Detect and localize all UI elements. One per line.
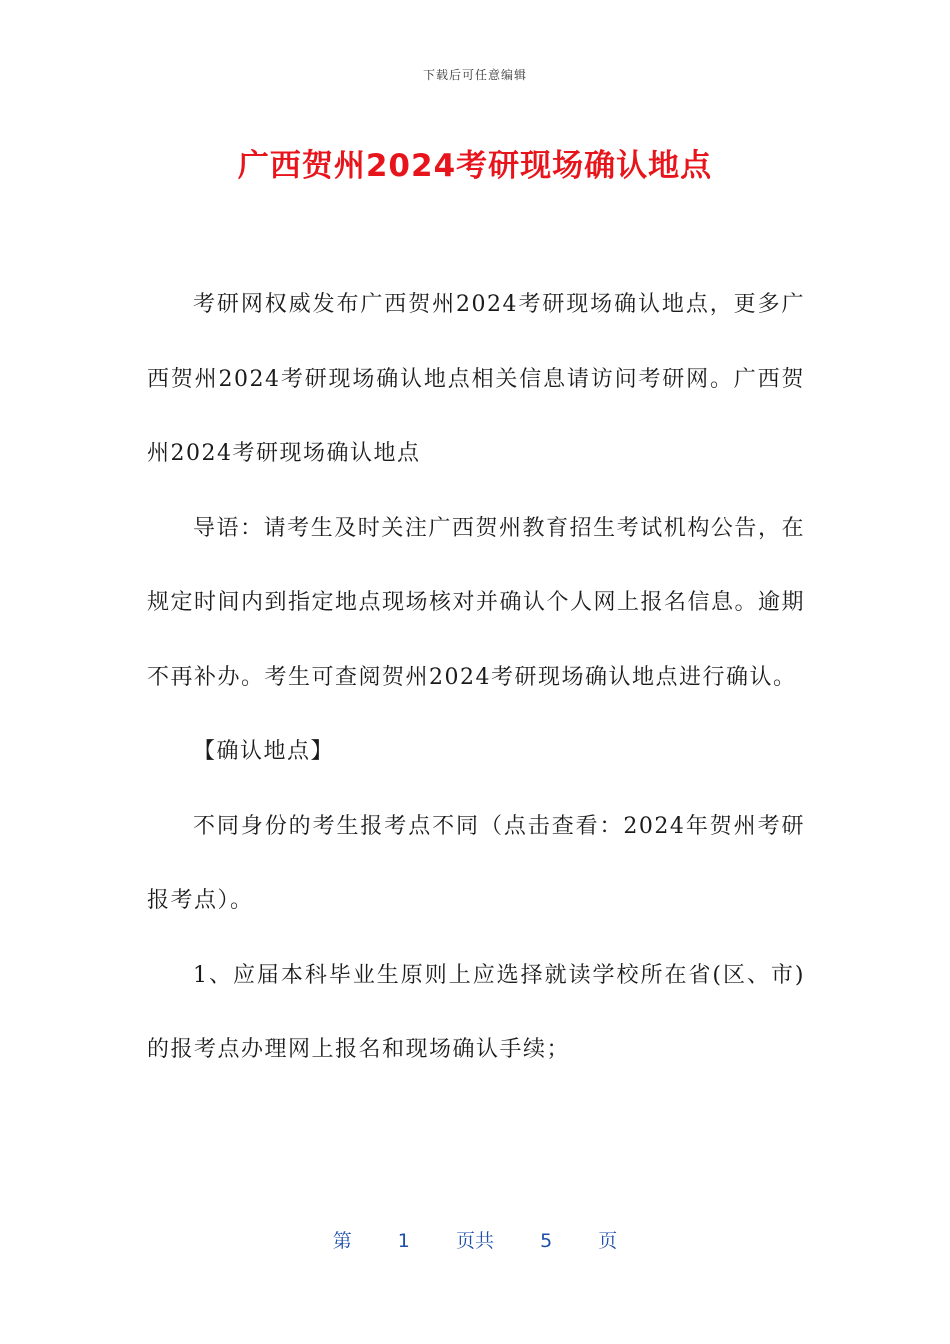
header-note: 下载后可任意编辑 bbox=[422, 68, 527, 82]
document-body bbox=[147, 268, 805, 1088]
page-indicator bbox=[0, 1226, 950, 1253]
page-total: 5 bbox=[540, 1230, 553, 1252]
document-title: 广西贺州2024考研现场确认地点 bbox=[237, 148, 713, 184]
paragraph-exam-points: 不同身份的考生报考点不同（点击查看：2024年贺州考研报考点）。 bbox=[147, 813, 805, 913]
page-current: 1 bbox=[397, 1230, 410, 1252]
paragraph-rule-1: 1、应届本科毕业生原则上应选择就读学校所在省(区、市)的报考点办理网上报名和现场确认手续； bbox=[147, 962, 805, 1062]
page-middle: 页共 bbox=[455, 1230, 494, 1252]
page-suffix: 页 bbox=[598, 1230, 618, 1252]
paragraph-guide: 导语：请考生及时关注广西贺州教育招生考试机构公告，在规定时间内到指定地点现场核对并确认个人网上报名信息。逾期不再补办。考生可查阅贺州2024考研现场确认地点进行确认。 bbox=[147, 515, 806, 690]
page-prefix: 第 bbox=[332, 1230, 352, 1252]
paragraph-intro: 考研网权威发布广西贺州2024考研现场确认地点，更多广西贺州2024考研现场确认地点相关信息请访问考研网。广西贺州2024考研现场确认地点 bbox=[147, 292, 805, 466]
paragraph-section-heading: 【确认地点】 bbox=[193, 739, 335, 764]
